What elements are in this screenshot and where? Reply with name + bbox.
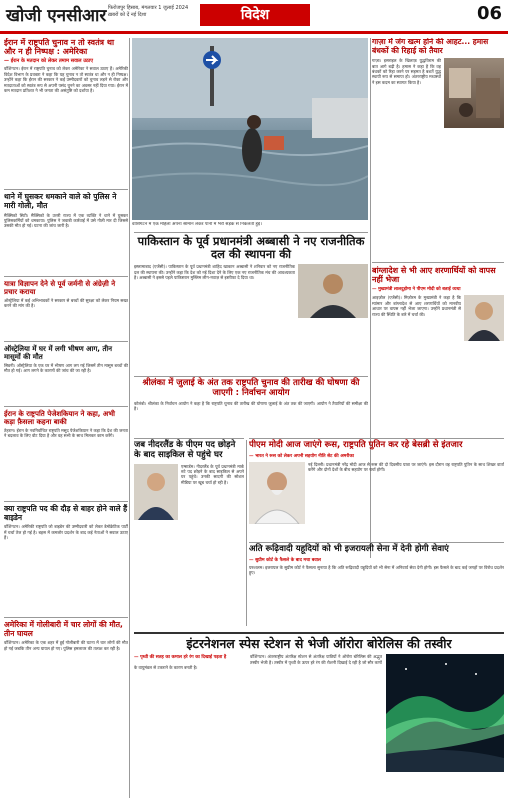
story-israel-sub: — सुप्रीम कोर्ट के फैसले के बाद मचा बवाल xyxy=(249,557,321,563)
story-iran-election-body: वॉशिंगटन। ईरान में राष्ट्रपति चुनाव को लेकर अमेरिका ने सवाल उठाए हैं। अमेरिकी विदेश विभाग के प्रवक्ता ने कहा कि यह चुनाव न तो स्वतंत्र था और न ही निष्पक्ष। उन्होंने कहा कि ईरान की सरकार ने कई उम्मीदवारों को चुनाव लड़ने से रोका और मतदाताओं को स्वतंत्र रूप से अपनी पसंद चुनने का अवसर नहीं दिया गया। ईरान में कम मतदान प्रतिशत ने भी जनता की असंतुष्टि को दर्शाया है। xyxy=(4,66,128,93)
story-netherlands xyxy=(134,438,244,628)
story-modi-sub: — भारत ने रूस को लेकर अपनी सहयोग नीति सेट की अमरीका xyxy=(249,453,354,459)
gaza-photo-graphic xyxy=(444,58,504,128)
story-ad-title: यात्रा विज्ञापन देने से पूर्व जर्मनी से अंग्रेज़ी ने प्रचार कराया xyxy=(4,279,116,296)
abbasi-photo-graphic xyxy=(298,264,368,318)
left-column xyxy=(4,38,128,796)
story-iss-body: वॉशिंगटन। अंतरराष्ट्रीय अंतरिक्ष स्टेशन से अंतरिक्ष यात्रियों ने ऑरोरा बोरेलिस की अद्भुत तस्वीर भेजी है। तस्वीर में पृथ्वी के ऊपर हरे रंग की रोशनी दिखाई दे रही है जो सौर कणों के वायुमंडल से टकराने के कारण बनती है। xyxy=(134,654,382,671)
divider xyxy=(4,617,128,618)
divider xyxy=(4,341,128,342)
story-bangladesh-title: बांग्लादेश से भी आए शरणार्थियों को वापस नहीं भेजा xyxy=(372,266,496,285)
flood-photo xyxy=(132,38,368,220)
story-modi xyxy=(249,438,504,538)
gaza-photo xyxy=(444,58,504,128)
story-pezeshkian-title: ईरान के राष्ट्रपति पेजेशकियान ने कहा, अभी कड़ा फ़ैसला कहना बाकी xyxy=(4,409,115,426)
page-number: 06 xyxy=(476,3,502,24)
story-israel-body: यरुशलम। इजरायल के सुप्रीम कोर्ट ने फैसला सुनाया है कि अति रूढ़िवादी यहूदियों को भी सेना में अनिवार्य सेवा देनी होगी। इस फैसले के बाद कई जगहों पर विरोध प्रदर्शन हुए। xyxy=(249,564,504,576)
story-fire-body: सिडनी। ऑस्ट्रेलिया के एक घर में भीषण आग लग गई जिसमें तीन मासूम बच्चों की मौत हो गई। आग लगने के कारणों की जांच की जा रही है। xyxy=(4,362,128,374)
masthead: खोजी एनसीआर xyxy=(6,6,107,26)
story-bangladesh xyxy=(372,262,504,432)
column-rule xyxy=(129,38,130,798)
abbasi-photo xyxy=(298,264,368,318)
story-modi-title: पीएम मोदी आज जाएंगे रूस, राष्ट्रपति पुतिन कर रहे बेसब्री से इंतजार xyxy=(249,440,463,450)
rutte-photo xyxy=(134,464,178,520)
story-biden-body: वॉशिंगटन। अमेरिकी राष्ट्रपति जो बाइडेन की उम्मीदवारी को लेकर डेमोक्रेटिक पार्टी में चर्चा तेज हो गई है। बहस में कमजोर प्रदर्शन के बाद कई नेताओं ने सवाल उठाए हैं। xyxy=(4,524,128,540)
story-bangladesh-body: आइज़ोल (एजेंसी)। मिज़ोरम के मुख्यमंत्री ने कहा है कि म्यांमार और बांग्लादेश से आए शरणार्थियों को मानवीय आधार पर वापस नहीं भेजा जाएगा। उन्होंने प्रधानमंत्री से राज्य की स्थिति के बारे में चर्चा की। xyxy=(372,295,461,317)
story-bangladesh-sub: — मुख्यमंत्री लालदुहोमा ने पीएम मोदी को बताई व्यथा xyxy=(372,287,461,293)
page-header xyxy=(0,0,508,34)
cm-photo-graphic xyxy=(464,295,504,341)
story-netherlands-title: जब नीदरलैंड के पीएम पद छोड़ने के बाद साइकिल से पहुंचे घर xyxy=(134,440,236,460)
section-label: विदेश xyxy=(200,4,310,26)
story-shooting-title: अमेरिका में गोलीबारी में चार लोगों की मौत, तीन घायल xyxy=(4,620,123,638)
story-iss-title: इंटरनेशनल स्पेस स्टेशन से भेजी ऑरोरा बोरेलिस की तस्वीर xyxy=(186,636,452,651)
story-israel xyxy=(249,542,504,628)
column-rule xyxy=(246,440,247,626)
aurora-photo-graphic xyxy=(386,654,504,772)
story-pakistan-title: पाकिस्तान के पूर्व प्रधानमंत्री अब्बासी ने नए राजनीतिक दल की स्थापना की xyxy=(137,234,365,262)
story-pezeshkian-body: तेहरान। ईरान के नवनिर्वाचित राष्ट्रपति मसूद पेजेशकियान ने कहा कि देश की जनता ने बदलाव के लिए वोट दिया है और वह सभी के साथ मिलकर काम करेंगे। xyxy=(4,427,128,439)
flood-photo-caption: वाशिंगटन में एक महिला अपना सामान लेकर पानी में भरी सड़क से निकलती हुई। xyxy=(132,222,262,227)
story-iss xyxy=(134,632,504,796)
story-fire-title: ऑस्ट्रेलिया में घर में लगी भीषण आग, तीन मासूमों की मौत xyxy=(4,344,113,361)
story-pakistan-body: इस्लामाबाद (एजेंसी)। पाकिस्तान के पूर्व प्रधानमंत्री शाहिद खाकान अब्बासी ने शनिवार को नए राजनीतिक दल की स्थापना की। उन्होंने कहा कि देश को नई दिशा देने के लिए एक नए राजनीतिक मंच की आवश्यकता है। अब्बासी ने इससे पहले पाकिस्तान मुस्लिम लीग-नवाज़ से इस्तीफा दे दिया था। xyxy=(134,264,295,281)
story-police-body: मैक्सिको सिटी। मैक्सिको के उत्तरी राज्य में एक व्यक्ति ने थाने में घुसकर पुलिसकर्मियों को धमकाया। पुलिस ने जवाबी कार्रवाई में उसे गोली मार दी जिससे उसकी मौत हो गई। घटना की जांच जारी है। xyxy=(4,212,128,229)
modi-photo xyxy=(249,462,305,524)
story-shooting-body: वॉशिंगटन। अमेरिका के एक शहर में हुई गोलीबारी की घटना में चार लोगों की मौत हो गई जबकि तीन अन्य घायल हो गए। पुलिस हमलावर की तलाश कर रही है। xyxy=(4,640,128,651)
story-srilanka-body: कोलंबो। श्रीलंका के निर्वाचन आयोग ने कहा है कि राष्ट्रपति चुनाव की तारीख की घोषणा जुलाई के अंत तक की जाएगी। आयोग ने तैयारियों की समीक्षा की है। xyxy=(134,400,368,411)
issue-date: फिरोजपुर हिसाब, मंगलवार 1 जुलाई 2024 xyxy=(108,5,189,11)
tagline: ख़बरों को दें नई दिशा xyxy=(108,12,147,18)
story-police-title: थाने में घुसकर धमकाने वाले को पुलिस ने मारी गोली, मौत xyxy=(4,192,117,210)
divider xyxy=(4,189,128,190)
story-biden-title: क्या राष्ट्रपति पद की दौड़ से बाहर होने वाले हैं बाइडेन xyxy=(4,503,128,522)
story-pakistan xyxy=(134,232,368,372)
flood-photo-graphic xyxy=(132,38,368,220)
divider xyxy=(4,406,128,407)
divider xyxy=(4,276,128,277)
divider xyxy=(4,501,128,502)
modi-photo-graphic xyxy=(249,462,305,524)
story-gaza-title: गाज़ा में जंग खत्म होने की आहट... हमास बंधकों की रिहाई को तैयार xyxy=(372,38,489,55)
cm-photo xyxy=(464,295,504,341)
story-iran-election-sub: — ईरान के मतदान को लेकर तमाम सवाल उठाए xyxy=(4,58,93,65)
story-gaza xyxy=(372,38,504,256)
story-iss-sub: — पृथ्वी की सतह का कमाल हरे रंग का दिखाई पड़ता है xyxy=(134,655,227,661)
story-srilanka xyxy=(134,376,368,434)
story-israel-title: अति रूढ़िवादी यहूदियों को भी इजरायली सेना में देनी होगी सेवाएं xyxy=(249,544,449,554)
story-ad-body: ऑस्ट्रेलिया में कई अभिभावकों ने सरकार से बच्चों की सुरक्षा को लेकर नियम सख्त करने की मांग की है। xyxy=(4,297,128,309)
story-gaza-body: गाज़ा। इसराइल के खिलाफ़ युद्धविराम की बात आगे बढ़ी है। हमास ने कहा है कि वह बंधकों को रिहा करने पर सहमत है बशर्ते युद्ध स्थायी रूप से समाप्त हो। अंतरराष्ट्रीय मध्यस्थों ने इस कदम का स्वागत किया है। xyxy=(372,58,441,85)
story-netherlands-body: एम्स्टर्डम। नीदरलैंड के पूर्व प्रधानमंत्री मार्क रुटे पद छोड़ने के बाद साइकिल से अपने घर पहुंचे। उनकी सादगी की सोशल मीडिया पर खूब चर्चा हो रही है। xyxy=(181,463,244,485)
story-iran-election-title: ईरान में राष्ट्रपति चुनाव न तो स्वतंत्र था और न ही निष्पक्ष : अमेरिका xyxy=(4,38,115,57)
rutte-photo-graphic xyxy=(134,464,178,520)
aurora-photo xyxy=(386,654,504,772)
story-srilanka-title: श्रीलंका में जुलाई के अंत तक राष्ट्रपति चुनाव की तारीख की घोषणा की जाएगी : निर्वाचन आयोग xyxy=(142,378,360,398)
story-modi-body: नई दिल्ली। प्रधानमंत्री नरेंद्र मोदी आज से रूस की दो दिवसीय यात्रा पर जाएंगे। इस दौरान वह राष्ट्रपति पुतिन के साथ शिखर वार्ता करेंगे और दोनों देशों के बीच सहयोग पर चर्चा होगी। xyxy=(308,461,504,473)
